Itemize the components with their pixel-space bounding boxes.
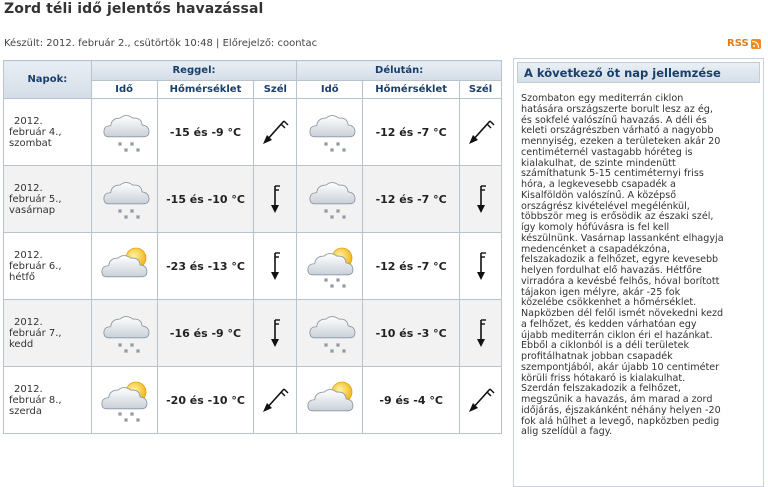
wind-arrow-southwest-icon (254, 367, 297, 434)
summary-line: virradóra a kevésbé felhős, hóval borított (521, 275, 720, 287)
summary-text (521, 94, 761, 438)
day-cell (4, 166, 92, 233)
day-weekday: hétfő (9, 271, 36, 283)
summary-line: közelébe csökkenhet a hőmérséklet. (521, 297, 697, 309)
wind-arrow-south-icon (254, 300, 297, 367)
sun-cloud-snow-icon (297, 233, 363, 300)
morning-temp: -23 és -13 °C (157, 233, 254, 300)
summary-line: Ebből a ciklonból is a déli területek (521, 340, 690, 352)
wind-arrow-southwest-icon (460, 99, 502, 166)
wind-arrow-south-icon (254, 233, 297, 300)
day-date: február 6., (9, 260, 62, 272)
header-afternoon-wind: Szél (460, 81, 502, 99)
forecast-table (3, 60, 502, 434)
table-row (4, 233, 502, 300)
header-afternoon: Délután: (297, 61, 502, 81)
wind-arrow-south-icon (460, 233, 502, 300)
day-date: február 8., (9, 394, 62, 406)
summary-line: így komoly hófúvásra is fel kell (521, 222, 670, 233)
summary-line: a felhőzet, és kedden várhatóan egy (521, 318, 697, 330)
summary-line: alig szelídül a fagy. (521, 426, 613, 438)
sun-cloud-icon (91, 233, 157, 300)
summary-line: többször meg is erősödik az északi szél, (521, 211, 714, 223)
cloud-snow-icon (297, 166, 363, 233)
summary-line: kialakulhat, de szinte mindenütt (521, 157, 676, 169)
table-row (4, 166, 502, 233)
sun-cloud-icon (297, 367, 363, 434)
header-days: Napok: (4, 61, 92, 99)
summary-line: tájakon igen mélyre, akár -25 fok (521, 286, 681, 298)
day-weekday: kedd (9, 338, 34, 350)
day-cell (4, 367, 92, 434)
header-afternoon-weather: Idő (297, 81, 363, 99)
summary-line: hóra, a legkevesebb csapadék a (521, 179, 676, 190)
day-weekday: szerda (9, 405, 43, 417)
summary-line: és sokfelé valószínű havazás. A déli és (521, 114, 707, 126)
summary-line: országrész kivételével megélénkül, (521, 200, 690, 212)
table-row (4, 300, 502, 367)
morning-temp: -15 és -9 °C (157, 99, 254, 166)
summary-heading: A következő öt nap jellemzése (517, 62, 760, 83)
summary-line: hatására országszerte borult lesz az ég, (521, 103, 713, 115)
wind-arrow-southwest-icon (460, 367, 502, 434)
afternoon-temp: -12 és -7 °C (363, 99, 460, 166)
page-title: Zord téli idő jelentős havazással (4, 1, 264, 17)
summary-line: medencénket a csapadékzóna, (521, 243, 671, 255)
morning-temp: -16 és -9 °C (157, 300, 254, 367)
day-weekday: szombat (9, 137, 52, 149)
cloud-snow-icon (91, 300, 157, 367)
summary-line: újabb mediterrán ciklon éri el hazánkat. (521, 329, 713, 341)
summary-line: szempontjából, akár újabb 10 centiméter (521, 361, 720, 373)
afternoon-temp: -10 és -3 °C (363, 300, 460, 367)
wind-arrow-south-icon (460, 166, 502, 233)
summary-line: Szerdán felszakadozik a felhőzet, (521, 383, 681, 395)
header-morning-temp: Hőmérséklet (157, 81, 254, 99)
day-year: 2012. (14, 249, 43, 261)
day-cell (4, 99, 92, 166)
summary-line: felszakadozik a felhőzet, egyre kevesebb (521, 254, 719, 266)
summary-line: keleti országrészben várható a nagyobb (521, 125, 714, 137)
summary-line: fok alá hűlhet a levegő, napközben pedig (521, 415, 720, 427)
summary-line: Napközben dél felől ismét növekedni kezd (521, 308, 724, 319)
sun-cloud-snow-icon (91, 367, 157, 434)
day-date: február 4., (9, 126, 62, 138)
rss-link[interactable] (727, 38, 761, 49)
day-year: 2012. (14, 316, 43, 328)
day-cell (4, 233, 92, 300)
cloud-snow-icon (91, 166, 157, 233)
cloud-snow-icon (297, 99, 363, 166)
rss-icon[interactable] (751, 39, 761, 49)
wind-arrow-south-icon (460, 300, 502, 367)
summary-line: időjárás, éjszakánként néhány helyen -20 (521, 404, 721, 416)
day-year: 2012. (14, 182, 43, 194)
table-row (4, 99, 502, 166)
forecast-meta: Készült: 2012. február 2., csütörtök 10:48 | Előrejelző: coontac (4, 38, 318, 49)
cloud-snow-icon (91, 99, 157, 166)
table-row (4, 367, 502, 434)
header-morning-wind: Szél (254, 81, 297, 99)
summary-line: centiméternél vastagabb hóréteg is (521, 146, 693, 158)
summary-line: profitálhatnak jobban csapadék (521, 351, 673, 362)
rss-label[interactable]: RSS (727, 38, 749, 49)
wind-arrow-south-icon (254, 166, 297, 233)
summary-line: Szombaton egy mediterrán ciklon (521, 93, 684, 104)
cloud-snow-icon (297, 300, 363, 367)
summary-line: mennyiség, ezeken a területeken akár 20 (521, 136, 721, 147)
day-date: február 7., (9, 327, 62, 339)
header-morning-weather: Idő (91, 81, 157, 99)
day-year: 2012. (14, 383, 43, 395)
summary-line: megszűnik a havazás, ám marad a zord (521, 394, 713, 405)
day-weekday: vasárnap (9, 204, 56, 216)
day-cell (4, 300, 92, 367)
summary-line: helyen fordulhat elő havazás. Hétfőre (521, 265, 702, 276)
header-morning: Reggel: (91, 61, 297, 81)
afternoon-temp: -9 és -4 °C (363, 367, 460, 434)
summary-line: Kisalföldön valószínű. A középső (521, 189, 677, 201)
summary-panel (513, 58, 764, 487)
afternoon-temp: -12 és -7 °C (363, 233, 460, 300)
wind-arrow-southwest-icon (254, 99, 297, 166)
summary-line: körüli friss hótakaró is kialakulhat. (521, 372, 686, 384)
day-date: február 5., (9, 193, 62, 205)
day-year: 2012. (14, 115, 43, 127)
summary-line: számíthatunk 5-15 centiméternyi friss (521, 168, 704, 180)
morning-temp: -20 és -10 °C (157, 367, 254, 434)
morning-temp: -15 és -10 °C (157, 166, 254, 233)
header-afternoon-temp: Hőmérséklet (363, 81, 460, 99)
afternoon-temp: -12 és -7 °C (363, 166, 460, 233)
summary-line: készülnünk. Vasárnap lassanként elhagyja (521, 232, 724, 244)
